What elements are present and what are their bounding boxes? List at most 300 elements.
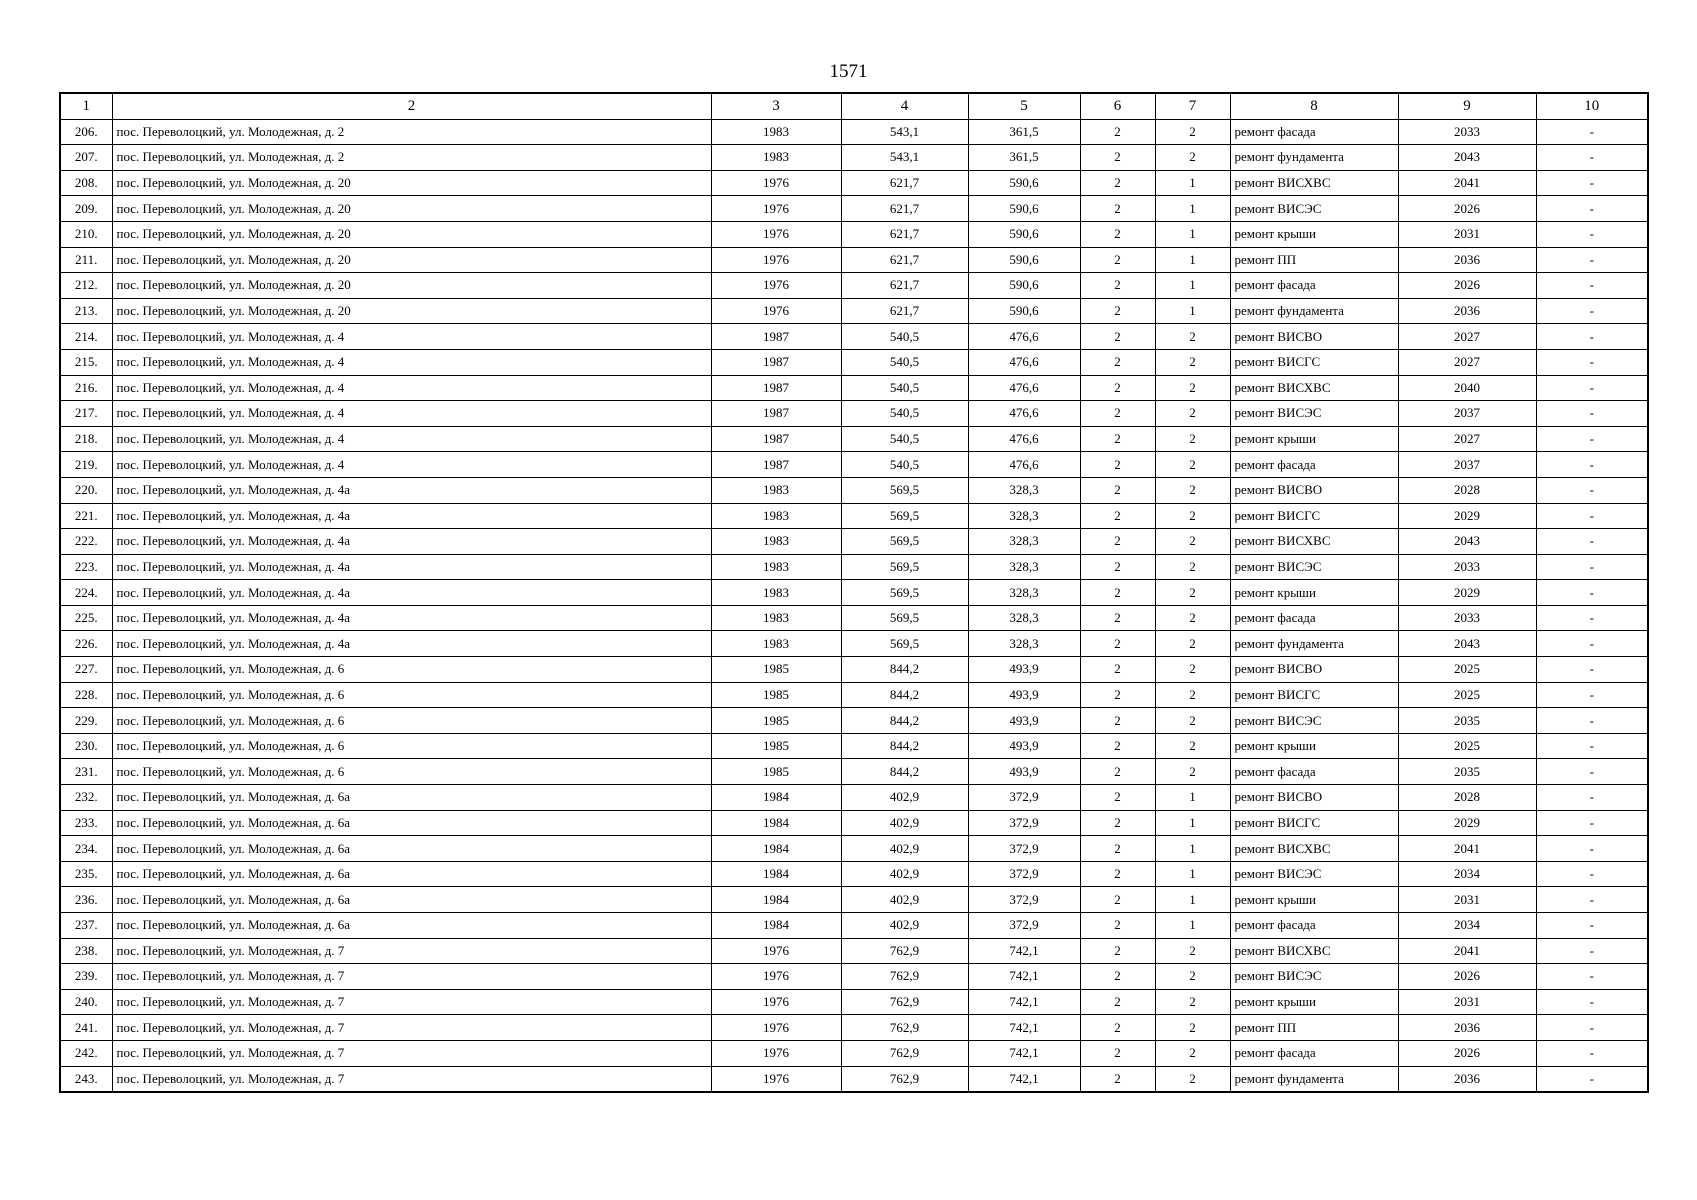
cell-address: пос. Переволоцкий, ул. Молодежная, д. 6а [112, 810, 711, 836]
cell-note: - [1536, 657, 1648, 683]
cell-year-built: 1976 [711, 964, 841, 990]
table-row [60, 145, 1648, 171]
cell-year-built: 1987 [711, 452, 841, 478]
cell-living-area: 476,6 [968, 324, 1080, 350]
cell-floors: 2 [1080, 503, 1155, 529]
cell-note: - [1536, 196, 1648, 222]
cell-work-type: ремонт ВИСГС [1230, 349, 1398, 375]
cell-total-area: 621,7 [841, 298, 968, 324]
cell-work-type: ремонт фундамента [1230, 1066, 1398, 1092]
cell-total-area: 402,9 [841, 861, 968, 887]
cell-entrances: 2 [1155, 759, 1230, 785]
cell-entrances: 2 [1155, 324, 1230, 350]
cell-living-area: 742,1 [968, 1066, 1080, 1092]
cell-floors: 2 [1080, 861, 1155, 887]
cell-floors: 2 [1080, 298, 1155, 324]
cell-address: пос. Переволоцкий, ул. Молодежная, д. 4а [112, 477, 711, 503]
cell-planned-year: 2026 [1398, 273, 1536, 299]
cell-note: - [1536, 1066, 1648, 1092]
cell-planned-year: 2040 [1398, 375, 1536, 401]
cell-floors: 2 [1080, 759, 1155, 785]
cell-entrances: 1 [1155, 221, 1230, 247]
cell-planned-year: 2028 [1398, 477, 1536, 503]
cell-entrances: 1 [1155, 785, 1230, 811]
cell-work-type: ремонт ВИСЭС [1230, 401, 1398, 427]
cell-address: пос. Переволоцкий, ул. Молодежная, д. 7 [112, 1015, 711, 1041]
cell-entrances: 2 [1155, 477, 1230, 503]
cell-note: - [1536, 682, 1648, 708]
cell-row-number: 207. [60, 145, 112, 171]
cell-note: - [1536, 324, 1648, 350]
page-number: 1571 [829, 61, 868, 82]
cell-entrances: 2 [1155, 989, 1230, 1015]
cell-planned-year: 2034 [1398, 913, 1536, 939]
cell-year-built: 1987 [711, 349, 841, 375]
cell-living-area: 361,5 [968, 119, 1080, 145]
cell-entrances: 2 [1155, 349, 1230, 375]
cell-work-type: ремонт ВИСХВС [1230, 375, 1398, 401]
table-row [60, 503, 1648, 529]
cell-year-built: 1976 [711, 1015, 841, 1041]
cell-living-area: 328,3 [968, 631, 1080, 657]
cell-work-type: ремонт ВИСХВС [1230, 170, 1398, 196]
cell-entrances: 2 [1155, 426, 1230, 452]
cell-entrances: 2 [1155, 580, 1230, 606]
cell-address: пос. Переволоцкий, ул. Молодежная, д. 6 [112, 733, 711, 759]
cell-total-area: 762,9 [841, 1066, 968, 1092]
cell-total-area: 844,2 [841, 657, 968, 683]
cell-work-type: ремонт ПП [1230, 247, 1398, 273]
cell-entrances: 2 [1155, 605, 1230, 631]
column-header: 8 [1230, 93, 1398, 119]
cell-entrances: 2 [1155, 554, 1230, 580]
cell-living-area: 493,9 [968, 657, 1080, 683]
cell-total-area: 540,5 [841, 349, 968, 375]
cell-work-type: ремонт фасада [1230, 759, 1398, 785]
cell-note: - [1536, 785, 1648, 811]
cell-living-area: 372,9 [968, 913, 1080, 939]
cell-total-area: 569,5 [841, 631, 968, 657]
cell-address: пос. Переволоцкий, ул. Молодежная, д. 7 [112, 1040, 711, 1066]
cell-address: пос. Переволоцкий, ул. Молодежная, д. 4 [112, 324, 711, 350]
cell-living-area: 328,3 [968, 580, 1080, 606]
table-row [60, 1066, 1648, 1092]
cell-planned-year: 2037 [1398, 452, 1536, 478]
cell-floors: 2 [1080, 785, 1155, 811]
cell-address: пос. Переволоцкий, ул. Молодежная, д. 2 [112, 119, 711, 145]
cell-note: - [1536, 529, 1648, 555]
cell-work-type: ремонт ВИСГС [1230, 810, 1398, 836]
cell-total-area: 569,5 [841, 503, 968, 529]
table-row [60, 324, 1648, 350]
cell-year-built: 1987 [711, 375, 841, 401]
cell-row-number: 236. [60, 887, 112, 913]
cell-total-area: 762,9 [841, 1040, 968, 1066]
cell-address: пос. Переволоцкий, ул. Молодежная, д. 4 [112, 426, 711, 452]
cell-work-type: ремонт ВИСЭС [1230, 964, 1398, 990]
table-body [60, 119, 1648, 1092]
cell-note: - [1536, 1040, 1648, 1066]
cell-year-built: 1984 [711, 836, 841, 862]
cell-entrances: 1 [1155, 836, 1230, 862]
cell-total-area: 844,2 [841, 708, 968, 734]
cell-note: - [1536, 401, 1648, 427]
cell-total-area: 844,2 [841, 733, 968, 759]
cell-living-area: 590,6 [968, 247, 1080, 273]
cell-floors: 2 [1080, 836, 1155, 862]
cell-note: - [1536, 580, 1648, 606]
cell-total-area: 621,7 [841, 247, 968, 273]
cell-address: пос. Переволоцкий, ул. Молодежная, д. 6 [112, 708, 711, 734]
cell-work-type: ремонт ВИСЭС [1230, 196, 1398, 222]
cell-row-number: 237. [60, 913, 112, 939]
cell-address: пос. Переволоцкий, ул. Молодежная, д. 6а [112, 785, 711, 811]
cell-total-area: 540,5 [841, 426, 968, 452]
cell-planned-year: 2043 [1398, 529, 1536, 555]
cell-living-area: 590,6 [968, 273, 1080, 299]
cell-year-built: 1976 [711, 170, 841, 196]
cell-living-area: 493,9 [968, 733, 1080, 759]
cell-row-number: 214. [60, 324, 112, 350]
cell-row-number: 208. [60, 170, 112, 196]
cell-row-number: 232. [60, 785, 112, 811]
cell-entrances: 1 [1155, 913, 1230, 939]
table-row [60, 759, 1648, 785]
cell-note: - [1536, 913, 1648, 939]
cell-total-area: 569,5 [841, 554, 968, 580]
cell-year-built: 1983 [711, 529, 841, 555]
cell-planned-year: 2041 [1398, 170, 1536, 196]
cell-work-type: ремонт ВИСВО [1230, 785, 1398, 811]
cell-row-number: 219. [60, 452, 112, 478]
cell-note: - [1536, 861, 1648, 887]
cell-planned-year: 2033 [1398, 605, 1536, 631]
table-row [60, 221, 1648, 247]
cell-floors: 2 [1080, 247, 1155, 273]
cell-note: - [1536, 503, 1648, 529]
cell-work-type: ремонт ВИСВО [1230, 477, 1398, 503]
cell-row-number: 240. [60, 989, 112, 1015]
cell-living-area: 493,9 [968, 708, 1080, 734]
cell-row-number: 222. [60, 529, 112, 555]
cell-work-type: ремонт фундамента [1230, 631, 1398, 657]
cell-year-built: 1976 [711, 196, 841, 222]
cell-address: пос. Переволоцкий, ул. Молодежная, д. 20 [112, 298, 711, 324]
cell-row-number: 218. [60, 426, 112, 452]
cell-planned-year: 2031 [1398, 887, 1536, 913]
cell-work-type: ремонт ВИСХВС [1230, 938, 1398, 964]
cell-work-type: ремонт ВИСХВС [1230, 836, 1398, 862]
cell-living-area: 493,9 [968, 759, 1080, 785]
cell-living-area: 476,6 [968, 426, 1080, 452]
table-row [60, 554, 1648, 580]
cell-work-type: ремонт ВИСХВС [1230, 529, 1398, 555]
cell-year-built: 1984 [711, 913, 841, 939]
table-row [60, 273, 1648, 299]
cell-floors: 2 [1080, 1066, 1155, 1092]
cell-work-type: ремонт фасада [1230, 605, 1398, 631]
cell-living-area: 476,6 [968, 375, 1080, 401]
cell-planned-year: 2031 [1398, 221, 1536, 247]
cell-planned-year: 2026 [1398, 196, 1536, 222]
cell-floors: 2 [1080, 810, 1155, 836]
cell-planned-year: 2025 [1398, 682, 1536, 708]
cell-total-area: 402,9 [841, 913, 968, 939]
cell-note: - [1536, 349, 1648, 375]
cell-planned-year: 2029 [1398, 810, 1536, 836]
cell-floors: 2 [1080, 401, 1155, 427]
cell-planned-year: 2041 [1398, 836, 1536, 862]
cell-note: - [1536, 631, 1648, 657]
cell-floors: 2 [1080, 631, 1155, 657]
table-row [60, 529, 1648, 555]
cell-work-type: ремонт крыши [1230, 887, 1398, 913]
cell-floors: 2 [1080, 913, 1155, 939]
cell-living-area: 372,9 [968, 836, 1080, 862]
cell-total-area: 762,9 [841, 964, 968, 990]
table-row [60, 861, 1648, 887]
cell-note: - [1536, 1015, 1648, 1041]
cell-living-area: 372,9 [968, 887, 1080, 913]
table-row [60, 580, 1648, 606]
cell-planned-year: 2041 [1398, 938, 1536, 964]
cell-planned-year: 2043 [1398, 145, 1536, 171]
cell-planned-year: 2028 [1398, 785, 1536, 811]
column-header: 6 [1080, 93, 1155, 119]
cell-living-area: 476,6 [968, 401, 1080, 427]
cell-row-number: 221. [60, 503, 112, 529]
table-row [60, 989, 1648, 1015]
cell-planned-year: 2036 [1398, 247, 1536, 273]
table-row [60, 708, 1648, 734]
cell-planned-year: 2035 [1398, 759, 1536, 785]
cell-living-area: 493,9 [968, 682, 1080, 708]
cell-floors: 2 [1080, 324, 1155, 350]
column-header: 10 [1536, 93, 1648, 119]
cell-entrances: 2 [1155, 401, 1230, 427]
cell-work-type: ремонт крыши [1230, 733, 1398, 759]
cell-total-area: 762,9 [841, 938, 968, 964]
table-row [60, 887, 1648, 913]
cell-address: пос. Переволоцкий, ул. Молодежная, д. 6а [112, 887, 711, 913]
cell-address: пос. Переволоцкий, ул. Молодежная, д. 7 [112, 989, 711, 1015]
cell-living-area: 742,1 [968, 1040, 1080, 1066]
cell-year-built: 1983 [711, 631, 841, 657]
cell-note: - [1536, 426, 1648, 452]
cell-row-number: 216. [60, 375, 112, 401]
cell-work-type: ремонт ВИСЭС [1230, 554, 1398, 580]
cell-row-number: 223. [60, 554, 112, 580]
table-row [60, 196, 1648, 222]
cell-floors: 2 [1080, 529, 1155, 555]
cell-note: - [1536, 119, 1648, 145]
cell-living-area: 372,9 [968, 810, 1080, 836]
cell-total-area: 540,5 [841, 375, 968, 401]
cell-planned-year: 2035 [1398, 708, 1536, 734]
cell-planned-year: 2027 [1398, 324, 1536, 350]
cell-floors: 2 [1080, 349, 1155, 375]
table-row [60, 836, 1648, 862]
cell-entrances: 1 [1155, 247, 1230, 273]
cell-address: пос. Переволоцкий, ул. Молодежная, д. 2 [112, 145, 711, 171]
cell-living-area: 590,6 [968, 221, 1080, 247]
cell-living-area: 328,3 [968, 554, 1080, 580]
cell-note: - [1536, 554, 1648, 580]
table-row [60, 733, 1648, 759]
cell-living-area: 372,9 [968, 785, 1080, 811]
cell-living-area: 742,1 [968, 1015, 1080, 1041]
cell-row-number: 212. [60, 273, 112, 299]
cell-living-area: 476,6 [968, 349, 1080, 375]
table-row [60, 375, 1648, 401]
cell-planned-year: 2043 [1398, 631, 1536, 657]
cell-planned-year: 2026 [1398, 1040, 1536, 1066]
cell-row-number: 209. [60, 196, 112, 222]
cell-total-area: 540,5 [841, 452, 968, 478]
cell-year-built: 1983 [711, 605, 841, 631]
table-row [60, 1015, 1648, 1041]
cell-planned-year: 2026 [1398, 964, 1536, 990]
cell-entrances: 2 [1155, 682, 1230, 708]
cell-work-type: ремонт фасада [1230, 119, 1398, 145]
table-row [60, 810, 1648, 836]
cell-floors: 2 [1080, 221, 1155, 247]
column-header: 2 [112, 93, 711, 119]
table-row [60, 938, 1648, 964]
cell-note: - [1536, 964, 1648, 990]
table-row [60, 964, 1648, 990]
cell-living-area: 742,1 [968, 938, 1080, 964]
cell-entrances: 2 [1155, 631, 1230, 657]
cell-entrances: 1 [1155, 170, 1230, 196]
cell-planned-year: 2029 [1398, 503, 1536, 529]
cell-address: пос. Переволоцкий, ул. Молодежная, д. 4а [112, 554, 711, 580]
table-row [60, 349, 1648, 375]
cell-total-area: 402,9 [841, 887, 968, 913]
cell-note: - [1536, 170, 1648, 196]
cell-row-number: 225. [60, 605, 112, 631]
cell-address: пос. Переволоцкий, ул. Молодежная, д. 7 [112, 1066, 711, 1092]
cell-total-area: 621,7 [841, 170, 968, 196]
cell-address: пос. Переволоцкий, ул. Молодежная, д. 4 [112, 375, 711, 401]
cell-note: - [1536, 477, 1648, 503]
cell-living-area: 590,6 [968, 196, 1080, 222]
cell-address: пос. Переволоцкий, ул. Молодежная, д. 4 [112, 401, 711, 427]
column-header: 5 [968, 93, 1080, 119]
column-header: 4 [841, 93, 968, 119]
cell-year-built: 1987 [711, 401, 841, 427]
cell-entrances: 2 [1155, 503, 1230, 529]
cell-year-built: 1985 [711, 708, 841, 734]
cell-row-number: 243. [60, 1066, 112, 1092]
cell-year-built: 1976 [711, 1066, 841, 1092]
cell-row-number: 217. [60, 401, 112, 427]
cell-work-type: ремонт фасада [1230, 913, 1398, 939]
cell-address: пос. Переволоцкий, ул. Молодежная, д. 20 [112, 221, 711, 247]
cell-living-area: 590,6 [968, 170, 1080, 196]
cell-address: пос. Переволоцкий, ул. Молодежная, д. 4а [112, 529, 711, 555]
cell-note: - [1536, 810, 1648, 836]
cell-row-number: 206. [60, 119, 112, 145]
cell-planned-year: 2036 [1398, 298, 1536, 324]
cell-work-type: ремонт крыши [1230, 426, 1398, 452]
cell-planned-year: 2025 [1398, 733, 1536, 759]
cell-total-area: 540,5 [841, 401, 968, 427]
cell-year-built: 1984 [711, 810, 841, 836]
cell-year-built: 1983 [711, 554, 841, 580]
cell-year-built: 1983 [711, 503, 841, 529]
cell-total-area: 569,5 [841, 529, 968, 555]
cell-row-number: 210. [60, 221, 112, 247]
cell-floors: 2 [1080, 964, 1155, 990]
table-row [60, 247, 1648, 273]
cell-work-type: ремонт ВИСГС [1230, 503, 1398, 529]
cell-entrances: 2 [1155, 1015, 1230, 1041]
table-row [60, 657, 1648, 683]
cell-address: пос. Переволоцкий, ул. Молодежная, д. 6а [112, 913, 711, 939]
cell-floors: 2 [1080, 708, 1155, 734]
cell-floors: 2 [1080, 580, 1155, 606]
cell-floors: 2 [1080, 375, 1155, 401]
cell-entrances: 1 [1155, 861, 1230, 887]
cell-year-built: 1976 [711, 247, 841, 273]
cell-planned-year: 2029 [1398, 580, 1536, 606]
cell-planned-year: 2036 [1398, 1015, 1536, 1041]
cell-row-number: 242. [60, 1040, 112, 1066]
cell-planned-year: 2033 [1398, 554, 1536, 580]
cell-address: пос. Переволоцкий, ул. Молодежная, д. 20 [112, 247, 711, 273]
cell-total-area: 762,9 [841, 1015, 968, 1041]
table-row [60, 682, 1648, 708]
cell-living-area: 590,6 [968, 298, 1080, 324]
cell-floors: 2 [1080, 1015, 1155, 1041]
cell-total-area: 569,5 [841, 605, 968, 631]
cell-floors: 2 [1080, 145, 1155, 171]
cell-row-number: 235. [60, 861, 112, 887]
cell-row-number: 224. [60, 580, 112, 606]
cell-address: пос. Переволоцкий, ул. Молодежная, д. 7 [112, 964, 711, 990]
cell-year-built: 1976 [711, 221, 841, 247]
cell-work-type: ремонт крыши [1230, 221, 1398, 247]
cell-year-built: 1985 [711, 733, 841, 759]
cell-address: пос. Переволоцкий, ул. Молодежная, д. 4а [112, 605, 711, 631]
cell-floors: 2 [1080, 452, 1155, 478]
cell-living-area: 328,3 [968, 529, 1080, 555]
cell-note: - [1536, 298, 1648, 324]
cell-floors: 2 [1080, 273, 1155, 299]
cell-total-area: 402,9 [841, 810, 968, 836]
cell-row-number: 241. [60, 1015, 112, 1041]
cell-work-type: ремонт фундамента [1230, 145, 1398, 171]
cell-planned-year: 2037 [1398, 401, 1536, 427]
cell-planned-year: 2033 [1398, 119, 1536, 145]
cell-row-number: 220. [60, 477, 112, 503]
cell-note: - [1536, 375, 1648, 401]
cell-address: пос. Переволоцкий, ул. Молодежная, д. 4а [112, 503, 711, 529]
cell-note: - [1536, 836, 1648, 862]
table-row [60, 785, 1648, 811]
cell-living-area: 372,9 [968, 861, 1080, 887]
cell-year-built: 1976 [711, 1040, 841, 1066]
cell-year-built: 1987 [711, 426, 841, 452]
cell-work-type: ремонт крыши [1230, 580, 1398, 606]
table-row [60, 605, 1648, 631]
cell-entrances: 1 [1155, 196, 1230, 222]
cell-work-type: ремонт ВИСГС [1230, 682, 1398, 708]
cell-floors: 2 [1080, 989, 1155, 1015]
cell-entrances: 2 [1155, 119, 1230, 145]
cell-year-built: 1983 [711, 477, 841, 503]
